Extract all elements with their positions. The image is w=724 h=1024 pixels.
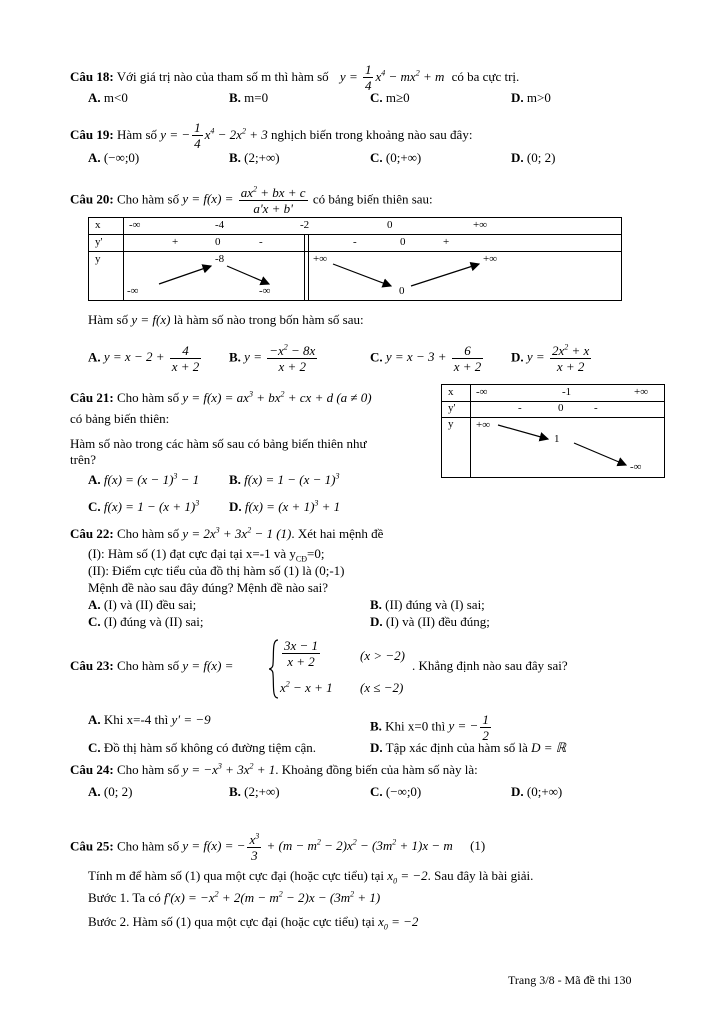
q20-text-after: có bảng biến thiên sau: <box>312 191 433 207</box>
q21-tbl-x-neg1: -1 <box>562 386 572 398</box>
q23-text-after: . Khẳng định nào sau đây sai? <box>412 658 568 673</box>
q24-formula: $y = -x^3 + 3x^2 + 1$ <box>182 761 276 777</box>
q24-choice-c[interactable]: C. (−∞;0) <box>370 784 422 799</box>
q21-tbl-y-neg-inf: -∞ <box>630 461 642 473</box>
q23-piece-1: $\frac{3x - 1}{x + 2}$ <box>284 638 319 669</box>
question-24 <box>70 762 478 778</box>
q19-formula: y = − $\frac{1}{4}$ $x^4 - 2x^2 + 3$ <box>160 120 268 151</box>
q20-tbl-y-pos-inf-left: +∞ <box>313 253 328 265</box>
q21-tbl-x-header: x <box>448 386 454 398</box>
q21-tbl-x-neg-inf: -∞ <box>476 386 488 398</box>
q21-tbl-yp-header: y' <box>448 402 456 414</box>
q22-text: Cho hàm số <box>116 526 180 541</box>
q20-tbl-y-neg8: -8 <box>215 253 225 265</box>
q20-choice-b[interactable]: B. y = $\frac{-x^2 - 8x}{x + 2}$ <box>229 342 316 374</box>
q20-tbl-x-header: x <box>95 219 101 231</box>
q20-tbl-yp-zero1: 0 <box>215 236 221 248</box>
q24-text-after: . Khoảng đồng biến của hàm số này là: <box>275 762 478 777</box>
q20-tbl-x-0: 0 <box>387 219 393 231</box>
q22-choice-b[interactable]: B. (II) đúng và (I) sai; <box>370 597 485 612</box>
q18-choice-c[interactable]: C. m≥0 <box>370 90 410 105</box>
q24-text: Cho hàm số <box>116 762 180 777</box>
q19-text: Hàm số <box>116 127 158 142</box>
q22-choice-a[interactable]: A. (I) và (II) đều sai; <box>88 597 197 612</box>
q23-formula-lhs: y = f(x) = <box>182 658 234 673</box>
q21-tbl-yp-minus2: - <box>594 402 598 414</box>
q20-choice-a[interactable]: A. y = x − 2 + $\frac{4}{x + 2}$ <box>88 343 200 374</box>
q24-choice-a[interactable]: A. (0; 2) <box>88 784 133 799</box>
q20-tbl-y-header: y <box>95 253 101 265</box>
q18-label: Câu 18: <box>70 69 114 84</box>
q21-tbl-y-one: 1 <box>554 433 560 445</box>
q18-formula: y = $\frac{1}{4}$ $x^4 - mx^2 + m$ <box>339 62 445 93</box>
q20-formula: y = f(x) = $\frac{ax^2 + bx + c}{a'x + b'}$ <box>182 184 306 216</box>
q20-choice-c[interactable]: C. y = x − 3 + $\frac{6}{x + 2}$ <box>370 343 482 374</box>
q22-choice-c[interactable]: C. (I) đúng và (II) sai; <box>88 614 204 629</box>
q23-text: Cho hàm số <box>116 658 180 673</box>
q23-choice-d[interactable]: D. Tập xác định của hàm số là D = ℝ <box>370 740 567 755</box>
q20-tbl-x-pos-inf: +∞ <box>473 219 488 231</box>
q25-step1: Bước 1. Ta có $f'(x) = -x^2 + 2(m - m^2 - 2)x - (3m^2 + 1)$ <box>88 889 381 905</box>
q18-choice-a[interactable]: A. m<0 <box>88 90 128 105</box>
q20-label: Câu 20: <box>70 191 114 207</box>
q20-tbl-yp-header: y' <box>95 236 103 248</box>
q24-choice-d[interactable]: D. (0;+∞) <box>511 784 563 799</box>
q21-line3: Hàm số nào trong các hàm số sau có bảng biến thiên như <box>70 436 367 451</box>
q21-choice-d[interactable]: D. $f(x) = (x + 1)^3 + 1$ <box>229 498 341 514</box>
question-18 <box>70 62 519 93</box>
q22-label: Câu 22: <box>70 526 114 541</box>
q23-choice-a[interactable]: A. Khi x=-4 thì y' = −9 <box>88 712 211 727</box>
left-brace-icon <box>267 638 281 700</box>
page-footer: Trang 3/8 - Mã đề thi 130 <box>508 973 632 987</box>
q21-line2: có bảng biến thiên: <box>70 411 170 426</box>
q20-prompt: Hàm số y = f(x) là hàm số nào trong bốn hàm số sau: <box>88 312 364 327</box>
q20-tbl-yp-plus1: + <box>172 236 179 248</box>
question-19 <box>70 120 472 151</box>
q20-tbl-yp-zero2: 0 <box>400 236 406 248</box>
q21-variation-table <box>441 384 665 478</box>
q24-label: Câu 24: <box>70 762 114 777</box>
q20-tbl-y-neg-inf-left: -∞ <box>127 285 139 297</box>
q20-tbl-yp-minus2: - <box>353 236 357 248</box>
q21-tbl-arrows <box>442 385 664 477</box>
q20-tbl-y-zero: 0 <box>399 285 405 297</box>
q21-formula: $y = f(x) = ax^3 + bx^2$ + cx + d (a ≠ 0) <box>182 389 372 405</box>
q25-step2: Bước 2. Hàm số (1) qua một cực đại (hoặc cực tiểu) tại $x_0 = -2$ <box>88 914 419 932</box>
q23-label: Câu 23: <box>70 658 114 673</box>
q25-text: Cho hàm số <box>116 838 180 854</box>
q19-choice-a[interactable]: A. (−∞;0) <box>88 150 140 165</box>
q25-eq-number: (1) <box>470 838 486 854</box>
q20-tbl-arrows <box>89 218 621 300</box>
q20-arrow-down-2 <box>333 264 391 286</box>
q19-choice-d[interactable]: D. (0; 2) <box>511 150 556 165</box>
question-20 <box>70 185 433 216</box>
q21-choice-c[interactable]: C. $f(x) = 1 - (x + 1)^3$ <box>88 498 200 514</box>
q23-piece-2: $x^2 - x + 1$ <box>280 679 333 695</box>
q23-choice-c[interactable]: C. Đồ thị hàm số không có đường tiệm cận. <box>88 740 317 755</box>
q21-choice-a[interactable]: A. $f(x) = (x - 1)^3 - 1$ <box>88 471 200 487</box>
question-23 <box>70 658 233 674</box>
q23-choice-b[interactable]: B. Khi x=0 thì y = − $\frac{1}{2}$ <box>370 712 489 743</box>
q19-choice-c[interactable]: C. (0;+∞) <box>370 150 422 165</box>
q25-formula: y = f(x) = − $\frac{x^3}{3}$ + $(m - m^2 - 2)x^2 - (3m^2 + 1)x - m$ <box>182 831 453 863</box>
q22-formula: $y = 2x^3 + 3x^2 - 1$ (1) <box>182 525 292 541</box>
q21-arrow-down-2 <box>574 443 626 465</box>
q21-tbl-yp-zero: 0 <box>558 402 564 414</box>
q20-arrow-down-1 <box>227 266 269 284</box>
q21-arrow-down-1 <box>498 425 548 439</box>
question-22 <box>70 526 383 542</box>
question-21 <box>70 390 372 406</box>
q19-text-after: nghịch biến trong khoảng nào sau đây: <box>270 127 473 142</box>
q20-tbl-x-neg-inf: -∞ <box>129 219 141 231</box>
q21-tbl-y-header: y <box>448 418 454 430</box>
q21-tbl-yp-minus1: - <box>518 402 522 414</box>
q21-text: Cho hàm số <box>116 390 180 405</box>
q19-label: Câu 19: <box>70 127 114 142</box>
q21-label: Câu 21: <box>70 390 114 405</box>
q20-variation-table <box>88 217 622 301</box>
q25-label: Câu 25: <box>70 838 114 854</box>
q22-statement-2: (II): Điểm cực tiểu của đồ thị hàm số (1) là (0;-1) <box>88 563 345 578</box>
q18-text: Với giá trị nào của tham số m thì hàm số <box>116 69 329 84</box>
q21-tbl-y-pos-inf: +∞ <box>476 419 491 431</box>
q18-text-after: có ba cực trị. <box>451 69 520 84</box>
q21-line4: trên? <box>70 452 96 467</box>
q20-arrow-up-1 <box>159 266 211 284</box>
q23-cond-1: (x > −2) <box>360 648 405 663</box>
q20-tbl-y-pos-inf-right: +∞ <box>483 253 498 265</box>
q20-tbl-x-neg4: -4 <box>215 219 225 231</box>
q20-tbl-y-neg-inf-right: -∞ <box>259 285 271 297</box>
question-25 <box>70 832 485 863</box>
q25-line2: Tính m để hàm số (1) qua một cực đại (hoặc cực tiểu) tại $x_0 = -2$. Sau đây là bài giải. <box>88 868 534 886</box>
q22-text-after: . Xét hai mệnh đề <box>291 526 384 541</box>
q18-choice-b[interactable]: B. m=0 <box>229 90 269 105</box>
q24-choice-b[interactable]: B. (2;+∞) <box>229 784 280 799</box>
q22-question: Mệnh đề nào sau đây đúng? Mệnh đề nào sai? <box>88 580 329 595</box>
q20-tbl-yp-minus1: - <box>259 236 263 248</box>
q22-choice-d[interactable]: D. (I) và (II) đều đúng; <box>370 614 490 629</box>
q20-tbl-yp-plus2: + <box>443 236 450 248</box>
q20-choice-d[interactable]: D. y = $\frac{2x^2 + x}{x + 2}$ <box>511 342 590 374</box>
q22-statement-1: (I): Hàm số (1) đạt cực đại tại x=-1 và $y_{CĐ}=0$; <box>88 546 325 564</box>
q20-arrow-up-2 <box>411 264 479 286</box>
q18-choice-d[interactable]: D. m>0 <box>511 90 551 105</box>
q21-choice-b[interactable]: B. $f(x) = 1 - (x - 1)^3$ <box>229 471 340 487</box>
q19-choice-b[interactable]: B. (2;+∞) <box>229 150 280 165</box>
q20-tbl-x-neg2: -2 <box>300 219 310 231</box>
q21-tbl-x-pos-inf: +∞ <box>634 386 649 398</box>
q23-cond-2: (x ≤ −2) <box>360 680 404 695</box>
q20-text: Cho hàm số <box>116 191 180 207</box>
